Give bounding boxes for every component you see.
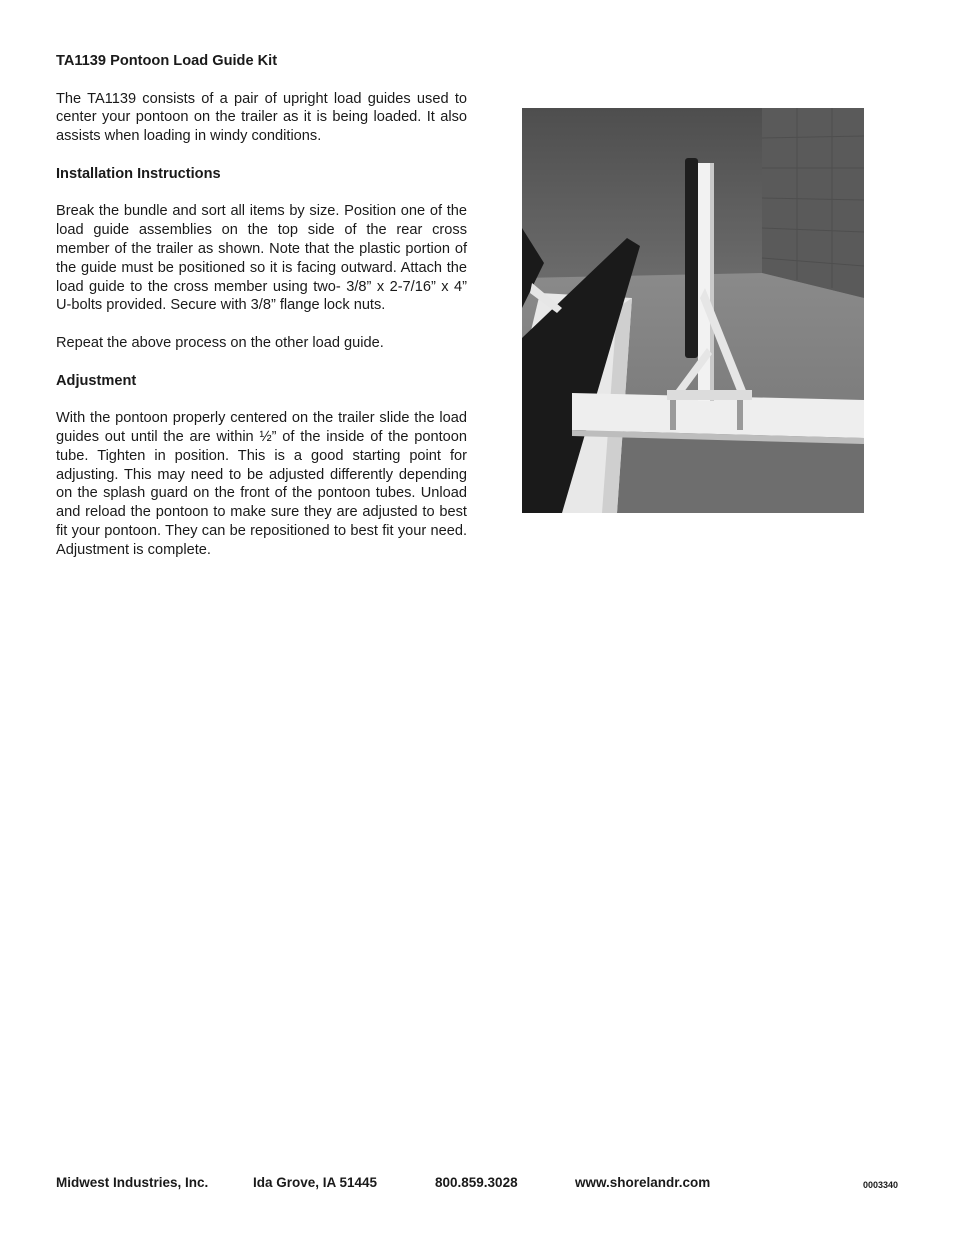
footer-phone: 800.859.3028 (435, 1175, 518, 1190)
intro-paragraph: The TA1139 consists of a pair of upright load guides used to center your pontoon on the trailer as it is being loaded. It also assists when loading in windy conditions. (56, 90, 467, 145)
document-title: TA1139 Pontoon Load Guide Kit (56, 53, 278, 69)
repeat-paragraph: Repeat the above process on the other load guide. (56, 334, 384, 351)
load-guide-photo (522, 108, 864, 513)
adjustment-heading: Adjustment (56, 372, 137, 389)
footer-company: Midwest Industries, Inc. (56, 1175, 209, 1190)
footer-document-code: 0003340 (862, 1180, 898, 1190)
footer-website: www.shorelandr.com (575, 1175, 711, 1190)
document-body (56, 52, 467, 560)
photo-illustration (522, 108, 864, 513)
footer-city: Ida Grove, IA 51445 (253, 1175, 378, 1190)
installation-paragraph: Break the bundle and sort all items by size. Position one of the load guide assemblies on the top side of the rear cross member of the trailer as shown. Note that the plastic portion of the guide must be positioned so it is facing outward. Attach the load guide to the cross member using two- 3/8” x 2-7/16” x 4” U-bolts provided. Secure with 3/8” flange lock nuts. (56, 203, 467, 314)
footer (56, 1175, 898, 1195)
adjustment-paragraph: With the pontoon properly centered on the trailer slide the load guides out until the are within ½” of the inside of the pontoon tube. Tighten in position. This is a good starting point for adjusting. This may need to be adjusted differently depending on the splash guard on the front of the pontoon tubes. Unload and reload the pontoon to make sure they are adjusted to best fit your pontoon. They can be repositioned to best fit your need. Adjustment is complete. (56, 410, 467, 558)
installation-heading: Installation Instructions (56, 165, 221, 182)
